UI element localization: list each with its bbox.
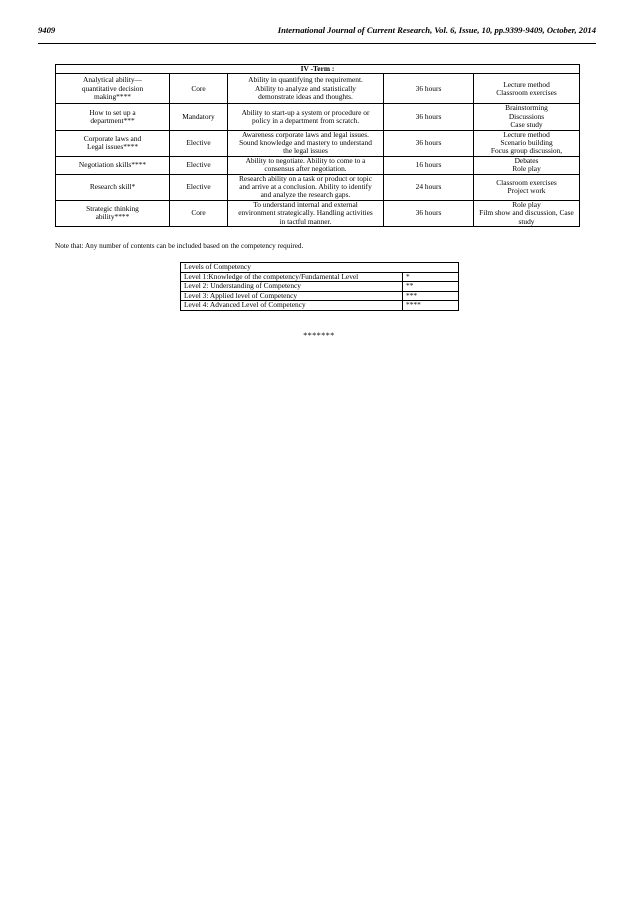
- level-description: Level 4: Advanced Level of Competency: [181, 301, 403, 311]
- level-description: Level 2: Understanding of Competency: [181, 282, 403, 292]
- method-line: Focus group discussion,: [490, 146, 563, 156]
- description-line: To understand internal and external: [253, 199, 358, 209]
- levels-of-competency-table: [180, 262, 459, 311]
- duration-cell: 36 hours: [384, 130, 474, 156]
- description-line: Awareness corporate laws and legal issues.: [242, 129, 369, 139]
- competency-cell: [56, 156, 170, 174]
- journal-citation: International Journal of Current Research, Vol. 6, Issue, 10, pp.9399-9409, October, 2014: [277, 25, 596, 35]
- method-line: Debates: [514, 155, 539, 165]
- duration-cell: 36 hours: [384, 74, 474, 104]
- level-mark: ****: [403, 301, 459, 311]
- level-mark: **: [403, 282, 459, 292]
- competency-line: ability****: [95, 212, 130, 222]
- competency-cell: [56, 74, 170, 104]
- description-line: policy in a department from scratch.: [251, 116, 360, 126]
- level-mark: ***: [403, 291, 459, 301]
- method-line: Classroom exercises: [496, 177, 557, 187]
- method-line: Role play: [512, 199, 541, 209]
- term-title: IV -Term :: [56, 65, 580, 74]
- method-line: Lecture method: [503, 129, 550, 139]
- description-line: Research ability on a task or product or topic: [239, 173, 372, 183]
- competency-line: Legal issues****: [86, 142, 139, 152]
- header-rule: [38, 43, 596, 44]
- competency-line: making****: [94, 92, 131, 102]
- description-line: Ability in quantifying the requirement.: [248, 75, 363, 85]
- course-row: [56, 174, 580, 200]
- competency-line: Strategic thinking: [86, 204, 139, 214]
- level-row: [181, 282, 459, 292]
- description-line: consensus after negotiation.: [264, 164, 347, 174]
- description-cell: [228, 104, 384, 130]
- end-of-article-mark: *******: [303, 331, 335, 340]
- course-row: [56, 200, 580, 226]
- type-cell: Elective: [170, 174, 228, 200]
- course-row: [56, 130, 580, 156]
- course-row: [56, 74, 580, 104]
- description-line: the legal issues: [283, 146, 328, 156]
- description-line: in tactful manner.: [279, 216, 332, 226]
- level-mark: *: [403, 272, 459, 282]
- description-cell: [228, 156, 384, 174]
- description-line: Sound knowledge and mastery to understand: [239, 138, 372, 148]
- course-row: [56, 104, 580, 130]
- competency-cell: [56, 104, 170, 130]
- description-line: Ability to analyze and statistically: [255, 83, 356, 93]
- duration-cell: 36 hours: [384, 200, 474, 226]
- method-cell: [474, 174, 580, 200]
- level-description: Level 3: Applied level of Competency: [181, 291, 403, 301]
- type-cell: Elective: [170, 156, 228, 174]
- description-line: and analyze the research gaps.: [260, 190, 351, 200]
- competency-line: department***: [90, 116, 135, 126]
- description-cell: [228, 174, 384, 200]
- table-note: Note that: Any number of contents can be included based on the competency required.: [55, 242, 304, 250]
- method-line: Project work: [507, 186, 546, 196]
- description-line: Ability to negotiate. Ability to come to a: [245, 155, 366, 165]
- term-course-table: [55, 64, 580, 227]
- level-row: [181, 301, 459, 311]
- method-cell: [474, 200, 580, 226]
- competency-line: Corporate laws and: [83, 133, 142, 143]
- description-line: Ability to start-up a system or procedure or: [241, 107, 370, 117]
- levels-table-title: Levels of Competency: [181, 263, 459, 273]
- competency-line: How to set up a: [89, 107, 136, 117]
- type-cell: Core: [170, 74, 228, 104]
- method-cell: [474, 104, 580, 130]
- type-cell: Core: [170, 200, 228, 226]
- method-line: study: [518, 216, 535, 226]
- competency-line: Negotiation skills****: [78, 160, 147, 170]
- method-line: Discussions: [508, 111, 545, 121]
- description-cell: [228, 200, 384, 226]
- method-line: Case study: [510, 120, 543, 130]
- competency-line: quantitative decision: [81, 83, 144, 93]
- method-line: Film show and discussion, Case: [479, 208, 574, 218]
- duration-cell: 24 hours: [384, 174, 474, 200]
- competency-line: Analytical ability—: [83, 75, 142, 85]
- type-cell: Elective: [170, 130, 228, 156]
- description-line: environment strategically. Handling activities: [238, 208, 373, 218]
- description-cell: [228, 74, 384, 104]
- description-cell: [228, 130, 384, 156]
- method-line: Role play: [512, 164, 541, 174]
- method-line: Lecture method: [503, 79, 550, 89]
- course-row: [56, 156, 580, 174]
- page-number: 9409: [38, 25, 56, 35]
- competency-cell: [56, 174, 170, 200]
- description-line: and arrive at a conclusion. Ability to identify: [239, 182, 372, 192]
- method-cell: [474, 156, 580, 174]
- competency-line: Research skill*: [89, 182, 136, 192]
- method-line: Brainstorming: [505, 103, 548, 113]
- duration-cell: 36 hours: [384, 104, 474, 130]
- method-line: Scenario building: [500, 138, 553, 148]
- competency-cell: [56, 130, 170, 156]
- description-line: demonstrate ideas and thoughts.: [258, 92, 353, 102]
- competency-cell: [56, 200, 170, 226]
- method-cell: [474, 74, 580, 104]
- method-line: Classroom exercises: [496, 87, 557, 97]
- method-cell: [474, 130, 580, 156]
- type-cell: Mandatory: [170, 104, 228, 130]
- level-description: Level 1:Knowledge of the competency/Fundamental Level: [181, 272, 403, 282]
- duration-cell: 16 hours: [384, 156, 474, 174]
